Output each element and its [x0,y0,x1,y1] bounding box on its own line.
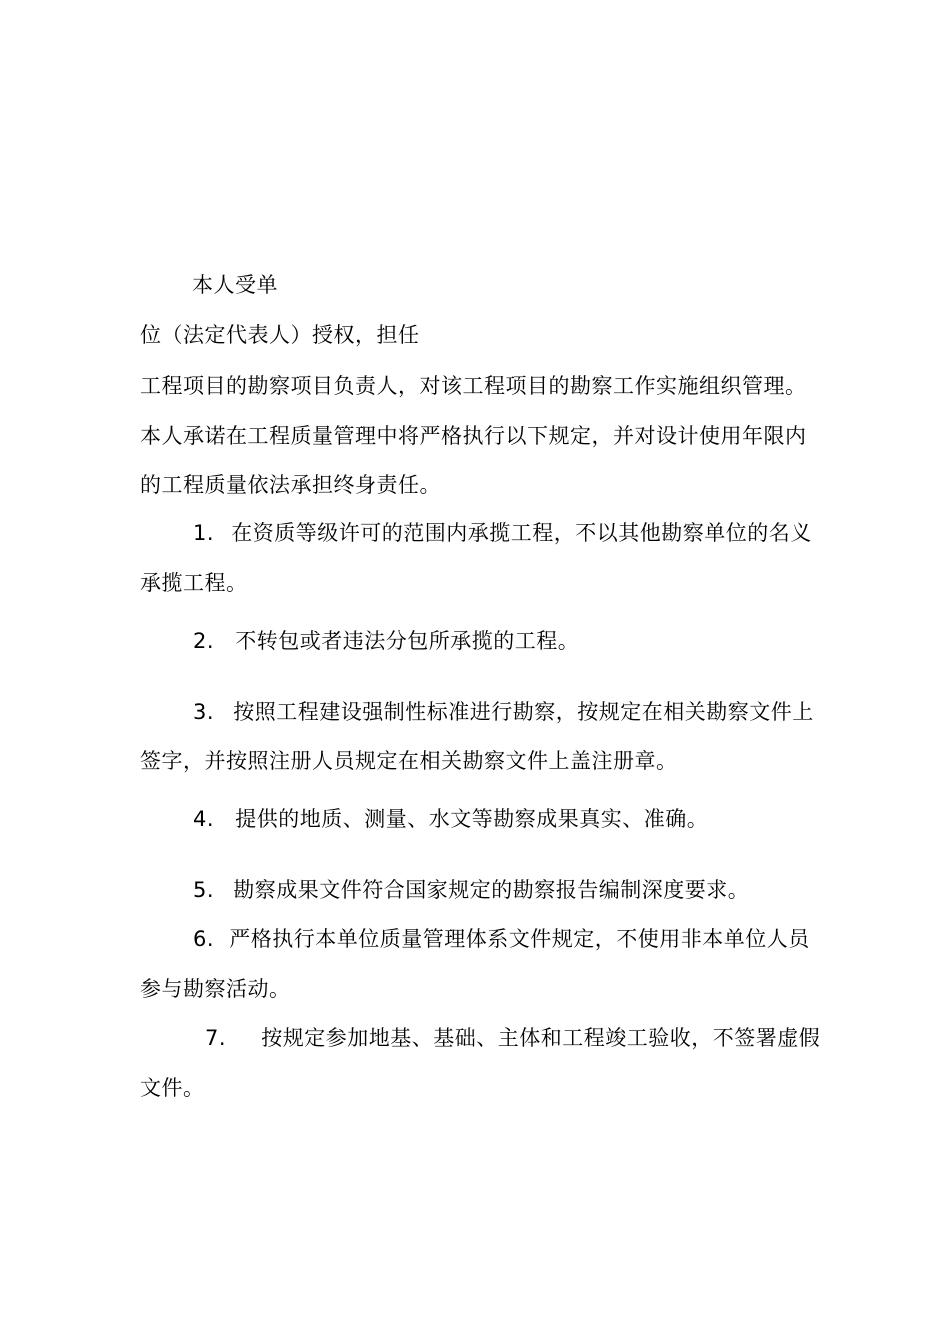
item-text: 勘察成果文件符合国家规定的勘察报告编制深度要求。 [233,878,750,902]
intro-line-2: 位（法定代表人）授权，担任 [140,323,420,347]
list-item-7-continuation: 文件。 [140,1076,205,1100]
item-number: 5. [193,878,215,902]
list-item-4 [193,805,708,833]
list-item-6-continuation: 参与勘察活动。 [140,977,291,1001]
intro-line-5: 的工程质量依法承担终身责任。 [140,473,441,497]
item-number: 4. [193,807,215,831]
intro-line-3: 工程项目的勘察项目负责人，对该工程项目的勘察工作实施组织管理。 [140,374,807,398]
item-number: 6. [193,927,215,951]
item-text: 提供的地质、测量、水文等勘察成果真实、准确。 [235,807,709,831]
item-text: 不转包或者违法分包所承揽的工程。 [235,629,580,653]
list-item-5 [193,876,749,904]
list-item-7 [205,1024,820,1052]
item-text: 严格执行本单位质量管理体系文件规定，不使用非本单位人员 [229,927,810,951]
item-text: 按照工程建设强制性标准进行勘察，按规定在相关勘察文件上 [233,700,814,724]
item-number: 2. [193,629,215,653]
list-item-6 [193,925,810,953]
list-item-1 [193,519,812,547]
item-number: 7. [205,1026,227,1050]
intro-line-1: 本人受单 [192,273,278,297]
item-number: 3. [193,700,215,724]
list-item-3 [193,698,814,726]
intro-line-4: 本人承诺在工程质量管理中将严格执行以下规定，并对设计使用年限内 [140,424,807,448]
list-item-3-continuation: 签字，并按照注册人员规定在相关勘察文件上盖注册章。 [140,749,678,773]
item-text: 在资质等级许可的范围内承揽工程，不以其他勘察单位的名义 [231,521,812,545]
list-item-1-continuation: 承揽工程。 [140,571,248,595]
list-item-2 [193,627,579,655]
item-text: 按规定参加地基、基础、主体和工程竣工验收，不签署虚假 [261,1026,821,1050]
item-number: 1. [193,521,215,545]
